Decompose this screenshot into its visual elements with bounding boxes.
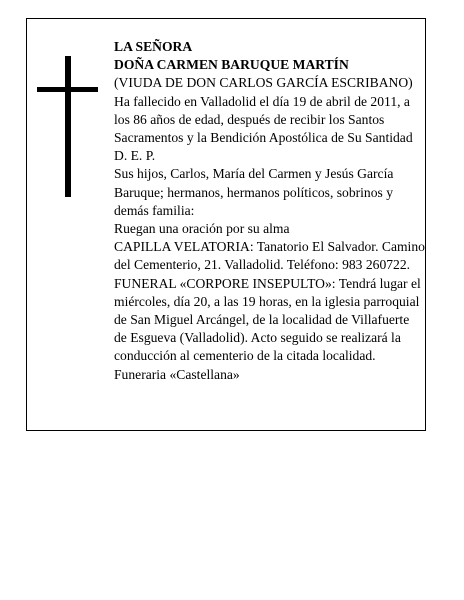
cross-horizontal-bar: [37, 87, 98, 92]
funeral-home: Funeraria «Castellana»: [114, 366, 240, 382]
prayer-request: Ruegan una oración por su alma: [114, 221, 290, 237]
obituary-notice: [26, 18, 426, 431]
family-members: Sus hijos, Carlos, María del Carmen y Jesús García Baruque; hermanos, hermanos políticos, sobrinos y demás familia:: [114, 166, 394, 218]
death-announcement: Ha fallecido en Valladolid el día 19 de abril de 2011, a los 86 años de edad, después de recibir los Santos Sacramentos y la Bendición Apostólica de Su Santidad D. E. P.: [114, 93, 413, 164]
funeral-info: FUNERAL «CORPORE INSEPULTO»: Tendrá lugar el miércoles, día 20, a las 19 horas, en la iglesia parroquial de San Miguel Arcángel, de la localidad de Villafuerte de Esgueva (Valladolid). Acto seguido se realizará la conducción al cementerio de la citada localidad.: [114, 275, 421, 364]
deceased-name: DOÑA CARMEN BARUQUE MARTÍN: [114, 57, 349, 73]
notice-text: [114, 38, 425, 384]
chapel-info: CAPILLA VELATORIA: Tanatorio El Salvador. Camino del Cementerio, 21. Valladolid. Teléfono: 983 260722.: [114, 239, 425, 273]
notice-heading: LA SEÑORA: [114, 39, 193, 54]
widow-of: (VIUDA DE DON CARLOS GARCÍA ESCRIBANO): [114, 75, 413, 91]
cross-vertical-bar: [65, 56, 71, 197]
